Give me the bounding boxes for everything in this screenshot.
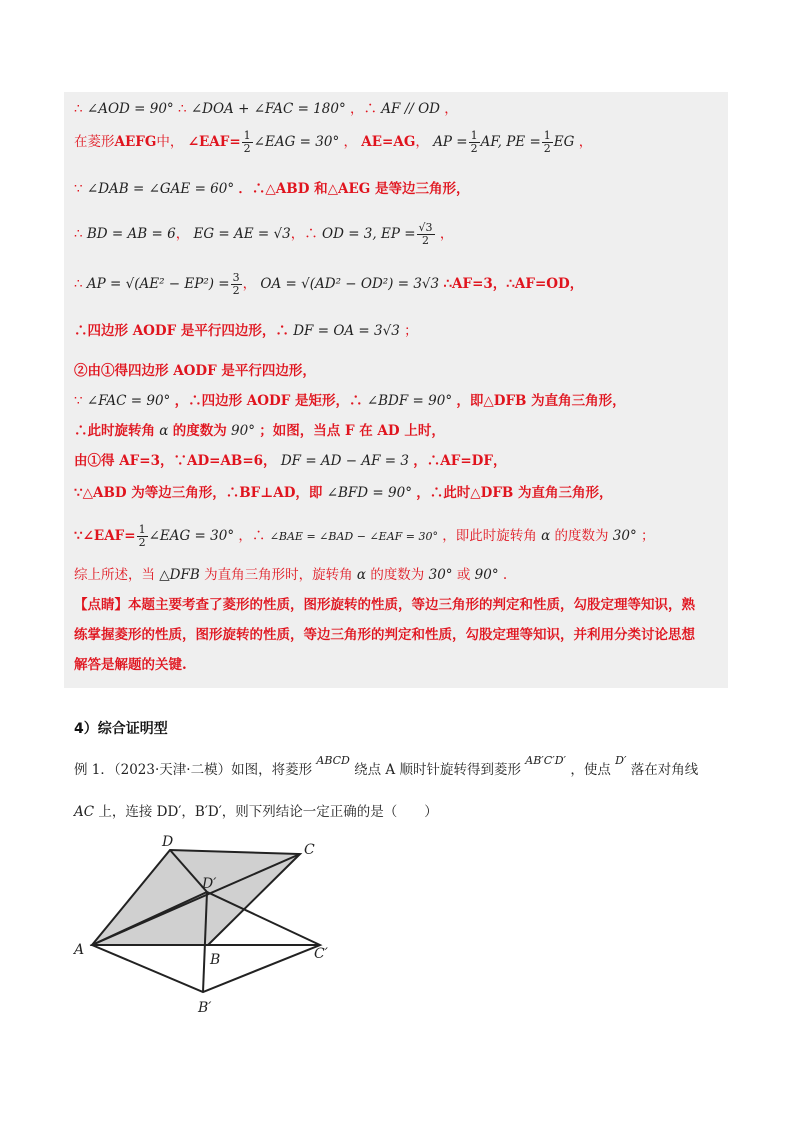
solution-line-1: ∴ ∠AOD = 90° ∴ ∠DOA + ∠FAC = 180° ，∴ AF // OD ， — [74, 101, 458, 117]
solution-line-7: ②由①得四边形 AODF 是平行四边形， — [74, 363, 316, 379]
solution-line-13: 综上所述，当 △DFB 为直角三角形时，旋转角 α 的度数为 30° 或 90° . — [74, 567, 508, 583]
solution-line-4: ∴ BD = AB = 6， EG = AE = √3，∴ OD = 3, EP = $\frac{√3}{2}$ ， — [74, 221, 454, 247]
comment-line-2: 练掌握菱形的性质，图形旋转的性质，等边三角形的判定和性质，勾股定理等知识，并利用分类讨论思想 — [74, 627, 695, 643]
solution-line-5: ∴ AP = √(AE² − EP²) = $\frac{3}{2}$ ， OA = √(AD² − OD²) = 3√3 ∴AF=3，∴AF=OD， — [74, 271, 584, 297]
label-D-prime: D′ — [202, 876, 217, 892]
label-C-prime: C′ — [314, 946, 328, 962]
label-A: A — [74, 942, 85, 958]
solution-line-6: ∴四边形 AODF 是平行四边形，∴ DF = OA = 3√3 ； — [74, 323, 418, 339]
section-heading: 4）综合证明型 — [74, 721, 168, 737]
fraction-half: $\frac{1}{2}$ — [243, 129, 251, 155]
label-C: C — [304, 842, 315, 858]
solution-line-10: 由①得 AF=3，∵AD=AB=6， DF = AD − AF = 3 ，∴AF=DF， — [74, 453, 507, 469]
fraction-three-2: $\frac{3}{2}$ — [232, 271, 240, 297]
solution-line-8: ∵ ∠FAC = 90° ，∴四边形 AODF 是矩形，∴ ∠BDF = 90° ，即△DFB 为直角三角形， — [74, 393, 626, 409]
solution-line-3: ∵ ∠DAB = ∠GAE = 60° ．∴△ABD 和△AEG 是等边三角形， — [74, 181, 470, 197]
solution-line-9: ∴此时旋转角 α 的度数为 90° ；如图，当点 F 在 AD 上时， — [74, 423, 445, 439]
example-line-1: 例 1．（2023·天津·二模）如图，将菱形 $^{ABCD}$ 绕点 A 顺时针旋转得到菱形 $^{AB'C'D'}$ ，使点 $^{D'}$ 落在对角线 — [74, 754, 699, 778]
solution-line-2: 在菱形AEFG中， ∠EAF= $\frac{1}{2}$ ∠EAG = 30° ， AE=AG， AP = $\frac{1}{2}$ AF, PE = $\frac{1}{2}$ EG ， — [74, 129, 593, 155]
comment-line-3: 解答是解题的关键. — [74, 657, 187, 673]
comment-line-1: 【点睛】本题主要考查了菱形的性质，图形旋转的性质，等边三角形的判定和性质，勾股定理等知识，熟 — [74, 597, 695, 613]
rhombus-figure — [70, 832, 350, 1022]
label-B-prime: B′ — [198, 1000, 212, 1016]
fraction-sqrt3-2: $\frac{√3}{2}$ — [418, 221, 433, 247]
example-line-2: AC 上，连接 DD′，B′D′，则下列结论一定正确的是（ ） — [74, 804, 438, 820]
label-D: D — [162, 834, 174, 850]
solution-line-11: ∵△ABD 为等边三角形，∴BF⊥AD，即 ∠BFD = 90° ，∴此时△DFB 为直角三角形， — [74, 485, 613, 501]
label-B: B — [210, 952, 221, 968]
solution-line-12: ∵∠EAF= $\frac{1}{2}$ ∠EAG = 30° ，∴ ∠BAE = ∠BAD − ∠EAF = 30° ，即此时旋转角 α 的度数为 30° ； — [74, 523, 655, 549]
